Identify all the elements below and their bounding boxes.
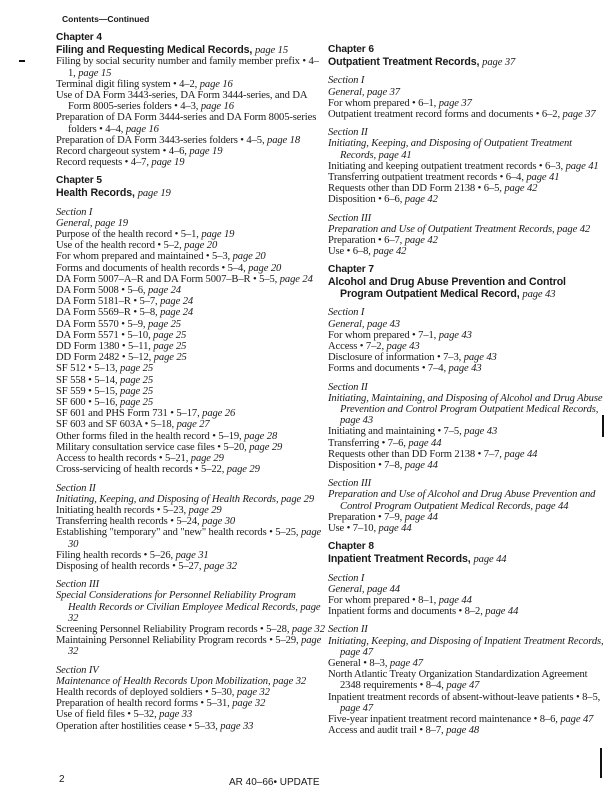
page-ref: page 44 xyxy=(408,437,442,449)
toc-entry xyxy=(56,135,326,146)
page-ref: page 48 xyxy=(446,725,480,737)
toc-entry xyxy=(56,90,326,112)
toc-entry xyxy=(56,363,326,374)
toc-entry-text: SF 558 • 5–14, xyxy=(56,374,118,386)
chapter-heading xyxy=(328,541,606,565)
toc-entry xyxy=(328,352,606,363)
toc-entry-text: Preparation • 6–7, xyxy=(328,234,403,246)
toc-entry-text: SF 512 • 5–13, xyxy=(56,363,118,375)
page-ref: page 25 xyxy=(120,363,154,375)
toc-left-column xyxy=(56,32,326,732)
section-label: Section I xyxy=(56,206,93,218)
toc-entry-text: Five-year inpatient treatment record maintenance • 8–6, xyxy=(328,714,558,726)
page-ref: page 25 xyxy=(153,341,187,353)
section-title-text: General, xyxy=(328,318,365,330)
page-ref: page 24 xyxy=(279,273,313,285)
section-label: Section III xyxy=(328,212,372,224)
page-ref: page 47 xyxy=(446,680,480,692)
page-ref: page 44 xyxy=(404,511,438,523)
chapter-heading xyxy=(328,44,606,68)
toc-entry xyxy=(56,550,326,561)
toc-entry xyxy=(328,692,606,714)
toc-entry xyxy=(56,635,326,657)
page-ref: page 15 xyxy=(255,44,288,56)
section-label: Section II xyxy=(328,127,368,139)
toc-entry-text: DA Form 5181–R • 5–7, xyxy=(56,296,158,308)
page-ref: page 15 xyxy=(78,67,112,79)
toc-entry-text: Screening Personnel Reliability Program records • 5–28, xyxy=(56,623,290,635)
page-ref: page 44 xyxy=(438,595,472,606)
toc-entry xyxy=(56,296,326,307)
page-ref: page 32 xyxy=(291,623,325,635)
toc-entry-text: Record chargeout system • 4–6, xyxy=(56,145,187,157)
page-ref: page 42 xyxy=(557,223,591,235)
section-title-text: General, xyxy=(328,86,365,98)
page-number: 2 xyxy=(59,774,65,785)
toc-entry xyxy=(56,624,326,635)
toc-entry-text: Use of the health record • 5–2, xyxy=(56,240,182,252)
toc-entry-text: Military consultation service case files • 5–20, xyxy=(56,441,247,453)
toc-entry xyxy=(56,442,326,453)
chapter-label: Chapter 6 xyxy=(328,44,374,55)
page-ref: page 31 xyxy=(175,549,209,561)
toc-entry xyxy=(56,112,326,134)
section-title xyxy=(328,393,606,427)
section-title xyxy=(328,636,606,658)
page-ref: page 44 xyxy=(378,523,412,535)
section-title xyxy=(328,584,606,595)
page-ref: page 29 xyxy=(188,504,222,516)
toc-entry-text: DA Form 5571 • 5–10, xyxy=(56,329,151,341)
toc-entry-text: Record requests • 4–7, xyxy=(56,157,149,169)
toc-entry xyxy=(56,709,326,720)
page-ref: page 37 xyxy=(438,97,472,109)
page-ref: page 47 xyxy=(389,658,423,670)
chapter-heading xyxy=(328,264,606,300)
scan-mark xyxy=(19,60,25,62)
page-ref: page 43 xyxy=(366,318,400,330)
toc-entry xyxy=(56,431,326,442)
page-ref: page 44 xyxy=(473,553,507,565)
page-ref: page 19 xyxy=(94,217,128,229)
section-label: Section III xyxy=(56,579,100,591)
section-label: Section II xyxy=(328,381,368,393)
toc-entry xyxy=(328,512,606,523)
toc-entry xyxy=(56,561,326,572)
page-ref: page 44 xyxy=(535,500,569,512)
toc-entry-text: Use of DA Form 3443-series, DA Form 3444-series, and DA Form 8005-series folders • 4–3, xyxy=(56,89,307,113)
toc-entry xyxy=(56,516,326,527)
page-ref: page 24 xyxy=(160,296,194,308)
page-ref: page 44 xyxy=(404,460,438,472)
section-title-text: Maintenance of Health Records Upon Mobilization, xyxy=(56,675,271,687)
page-ref: page 29 xyxy=(226,464,260,476)
toc-entry xyxy=(56,307,326,318)
page-ref: page 43 xyxy=(386,341,420,353)
page-ref: page 19 xyxy=(201,229,235,241)
page-ref: page 43 xyxy=(463,352,497,364)
section-label: Section IV xyxy=(56,664,99,676)
toc-entry xyxy=(56,229,326,240)
toc-entry-text: Transferring health records • 5–24, xyxy=(56,516,200,528)
chapter-label: Chapter 5 xyxy=(56,175,102,187)
toc-right-column xyxy=(328,44,606,736)
toc-entry-text: Cross-servicing of health records • 5–22, xyxy=(56,464,225,476)
page-ref: page 25 xyxy=(120,374,154,386)
chapter-heading xyxy=(56,32,326,56)
toc-entry xyxy=(56,157,326,168)
toc-entry xyxy=(328,658,606,669)
page-ref: page 25 xyxy=(120,385,154,397)
chapter-label: Chapter 7 xyxy=(328,264,374,276)
page-ref: page 29 xyxy=(281,493,314,505)
page-ref: page 37 xyxy=(482,56,516,68)
toc-entry xyxy=(328,363,606,374)
section-label: Section I xyxy=(328,307,365,319)
page-ref: page 32 xyxy=(273,675,307,687)
toc-entry-text: For whom prepared • 6–1, xyxy=(328,97,437,109)
toc-entry-text: Other forms filed in the health record • 5–19, xyxy=(56,430,242,442)
toc-entry xyxy=(328,714,606,725)
chapter-title-text: Alcohol and Drug Abuse Prevention and Control Program Outpatient Medical Record, xyxy=(328,275,566,300)
toc-entry xyxy=(328,725,606,736)
toc-entry-text: Filing by social security number and family member prefix • 4–1, xyxy=(56,56,319,79)
page-ref: page 25 xyxy=(153,329,187,341)
page-ref: page 43 xyxy=(464,426,498,438)
page-ref: page 29 xyxy=(249,441,283,453)
toc-entry-text: Health records of deployed soldiers • 5–30, xyxy=(56,686,235,698)
toc-entry-text: Disposition • 7–8, xyxy=(328,460,403,472)
toc-entry xyxy=(56,687,326,698)
chapter-title-text: Inpatient Treatment Records, xyxy=(328,552,471,565)
toc-entry xyxy=(56,464,326,475)
toc-entry xyxy=(56,698,326,709)
page-ref: page 19 xyxy=(137,187,171,199)
page-ref: page 16 xyxy=(199,78,233,90)
page-ref: page 25 xyxy=(153,352,187,364)
page-ref: page 47 xyxy=(340,646,373,658)
page-ref: page 30 xyxy=(202,516,236,528)
page-ref: page 47 xyxy=(340,702,373,714)
toc-entry xyxy=(56,285,326,296)
toc-entry-text: Preparation of health record forms • 5–31, xyxy=(56,698,230,710)
page-ref: page 24 xyxy=(160,307,194,319)
toc-entry xyxy=(328,595,606,606)
page-ref: page 19 xyxy=(189,145,223,157)
toc-entry xyxy=(56,251,326,262)
toc-entry-text: SF 601 and PHS Form 731 • 5–17, xyxy=(56,408,200,420)
page-ref: page 44 xyxy=(366,583,400,595)
page-ref: page 41 xyxy=(565,160,599,172)
toc-entry-text: Use • 7–10, xyxy=(328,523,376,535)
page-ref: page 20 xyxy=(232,251,266,263)
section-title-text: Initiating, Maintaining, and Disposing of Alcohol and Drug Abuse Prevention and Control Program Outpatient Medical Records, xyxy=(328,392,603,416)
toc-entry xyxy=(56,263,326,274)
toc-entry-text: For whom prepared • 7–1, xyxy=(328,329,437,341)
toc-entry-text: Outpatient treatment record forms and documents • 6–2, xyxy=(328,108,560,120)
toc-entry xyxy=(328,183,606,194)
toc-entry xyxy=(328,523,606,534)
toc-entry-text: Inpatient forms and documents • 8–2, xyxy=(328,606,483,618)
page-ref: page 37 xyxy=(366,86,400,98)
section-title xyxy=(56,590,326,624)
toc-entry xyxy=(56,240,326,251)
section-title-text: Initiating, Keeping, and Disposing of Inpatient Treatment Records, xyxy=(328,635,604,647)
toc-entry-text: Terminal digit filing system • 4–2, xyxy=(56,78,198,90)
page-ref: page 27 xyxy=(176,419,210,431)
chapter-title xyxy=(328,554,606,566)
section-title-text: Preparation and Use of Outpatient Treatment Records, xyxy=(328,223,555,235)
toc-entry xyxy=(56,419,326,430)
toc-entry xyxy=(56,79,326,90)
toc-entry-text: Transferring • 7–6, xyxy=(328,437,406,449)
toc-entry-text: Access • 7–2, xyxy=(328,341,384,353)
page-ref: page 18 xyxy=(267,134,301,146)
toc-entry xyxy=(328,438,606,449)
toc-entry xyxy=(56,505,326,516)
toc-entry xyxy=(56,408,326,419)
section-title-text: Initiating, Keeping, and Disposing of Health Records, xyxy=(56,493,279,505)
scan-mark xyxy=(600,748,602,778)
page-ref: page 20 xyxy=(184,240,218,252)
toc-entry-text: Transferring outpatient treatment records • 6–4, xyxy=(328,171,524,183)
toc-entry xyxy=(328,109,606,120)
page-ref: page 43 xyxy=(340,415,373,427)
toc-entry-text: SF 603 and SF 603A • 5–18, xyxy=(56,419,175,431)
toc-entry-text: Forms and documents • 7–4, xyxy=(328,363,446,375)
section-label: Section II xyxy=(56,482,96,494)
section-label: Section I xyxy=(328,572,365,584)
toc-entry xyxy=(328,194,606,205)
page-ref: page 42 xyxy=(373,246,407,258)
section-title xyxy=(56,494,326,505)
section-title xyxy=(328,489,606,511)
toc-entry-text: SF 600 • 5–16, xyxy=(56,397,118,409)
toc-entry xyxy=(56,721,326,732)
toc-entry xyxy=(328,98,606,109)
toc-entry-text: General • 8–3, xyxy=(328,658,388,670)
toc-entry-text: Maintaining Personnel Reliability Program records • 5–29, xyxy=(56,635,299,647)
toc-entry-text: Use • 6–8, xyxy=(328,246,371,258)
toc-entry xyxy=(328,341,606,352)
page-ref: page 25 xyxy=(147,318,181,330)
page-ref: page 19 xyxy=(151,157,185,169)
toc-entry-text: Preparation • 7–9, xyxy=(328,511,403,523)
toc-entry-text: Establishing "temporary" and "new" health records • 5–25, xyxy=(56,527,299,539)
page-ref: page 42 xyxy=(504,183,538,195)
toc-entry-text: DD Form 2482 • 5–12, xyxy=(56,352,152,364)
toc-entry-text: Initiating and maintaining • 7–5, xyxy=(328,426,462,438)
toc-entry xyxy=(328,460,606,471)
toc-entry-text: Disposition • 6–6, xyxy=(328,194,403,206)
section-label: Section II xyxy=(328,624,368,636)
toc-entry-text: Preparation of DA Form 3443-series folders • 4–5, xyxy=(56,134,265,146)
toc-entry xyxy=(56,146,326,157)
page-ref: page 32 xyxy=(236,686,270,698)
toc-entry-text: SF 559 • 5–15, xyxy=(56,385,118,397)
toc-entry xyxy=(56,56,326,78)
toc-entry-text: Disposing of health records • 5–27, xyxy=(56,560,202,572)
chapter-heading xyxy=(56,175,326,199)
scan-mark xyxy=(602,415,604,437)
contents-header: Contents—Continued xyxy=(62,14,150,24)
chapter-title xyxy=(56,188,326,200)
section-label: Section III xyxy=(328,478,372,490)
toc-entry xyxy=(328,161,606,172)
toc-entry-text: Inpatient treatment records of absent-without-leave patients • 8–5, xyxy=(328,691,601,703)
toc-entry xyxy=(56,527,326,549)
page-ref: page 32 xyxy=(203,560,237,572)
chapter-label: Chapter 4 xyxy=(56,32,102,43)
page-ref: page 26 xyxy=(202,408,236,420)
chapter-title-text: Outpatient Treatment Records, xyxy=(328,55,480,68)
toc-entry-text: Initiating and keeping outpatient treatment records • 6–3, xyxy=(328,160,564,172)
toc-entry-text: Preparation of DA Form 3444-series and DA Form 8005-series folders • 4–4, xyxy=(56,112,317,135)
toc-entry-text: Initiating health records • 5–23, xyxy=(56,504,187,516)
section-title xyxy=(328,87,606,98)
toc-entry-text: Operation after hostilities cease • 5–33, xyxy=(56,720,218,732)
section-title xyxy=(328,138,606,160)
toc-entry xyxy=(328,669,606,691)
document-id: AR 40–66• UPDATE xyxy=(229,777,320,788)
chapter-title-text: Health Records, xyxy=(56,186,135,199)
toc-entry xyxy=(328,606,606,617)
page-ref: page 41 xyxy=(526,171,560,183)
page-ref: page 16 xyxy=(200,101,234,113)
toc-entry-text: North Atlantic Treaty Organization Standardization Agreement 2348 requirements • 8–4, xyxy=(328,669,588,692)
page-ref: page 37 xyxy=(562,108,596,120)
chapter-label: Chapter 8 xyxy=(328,541,374,553)
page-ref: page 44 xyxy=(504,448,538,460)
toc-entry xyxy=(328,246,606,257)
section-title xyxy=(56,218,326,229)
toc-entry xyxy=(56,330,326,341)
page-ref: page 29 xyxy=(190,453,224,465)
page-ref: page 43 xyxy=(448,363,482,375)
toc-entry xyxy=(56,375,326,386)
page-ref: page 32 xyxy=(68,601,321,624)
toc-entry xyxy=(56,319,326,330)
toc-entry xyxy=(56,341,326,352)
toc-entry-text: DA Form 5570 • 5–9, xyxy=(56,318,146,330)
toc-entry-text: Purpose of the health record • 5–1, xyxy=(56,229,199,241)
page-ref: page 24 xyxy=(147,285,181,297)
section-title xyxy=(56,676,326,687)
toc-entry-text: DA Form 5569–R • 5–8, xyxy=(56,307,158,319)
page-ref: page 43 xyxy=(438,329,472,341)
chapter-title-text: Filing and Requesting Medical Records, xyxy=(56,43,253,56)
toc-entry-text: For whom prepared • 8–1, xyxy=(328,595,437,606)
section-title-text: General, xyxy=(56,217,93,229)
page-ref: page 25 xyxy=(120,397,154,409)
section-title-text: Special Considerations for Personnel Reliability Program Health Records or Civilian Employee Medical Records, xyxy=(56,590,298,613)
toc-entry xyxy=(56,397,326,408)
section-title xyxy=(328,224,606,235)
toc-entry xyxy=(328,235,606,246)
page-ref: page 42 xyxy=(404,194,438,206)
page-ref: page 32 xyxy=(232,698,266,710)
toc-entry-text: DA Form 5008 • 5–6, xyxy=(56,285,146,297)
section-title xyxy=(328,319,606,330)
toc-entry xyxy=(328,426,606,437)
toc-entry-text: For whom prepared and maintained • 5–3, xyxy=(56,251,231,263)
page-ref: page 33 xyxy=(220,720,254,732)
toc-entry xyxy=(56,453,326,464)
toc-entry-text: DA Form 5007–A–R and DA Form 5007–B–R • 5–5, xyxy=(56,273,278,285)
toc-entry-text: DD Form 1380 • 5–11, xyxy=(56,341,151,353)
page-ref: page 42 xyxy=(404,234,438,246)
toc-entry-text: Filing health records • 5–26, xyxy=(56,549,174,561)
page-ref: page 16 xyxy=(125,123,159,135)
toc-entry xyxy=(56,274,326,285)
section-label: Section I xyxy=(328,75,365,87)
page-ref: page 43 xyxy=(522,288,556,300)
toc-entry-text: Forms and documents of health records • 5–4, xyxy=(56,262,246,274)
toc-entry-text: Requests other than DD Form 2138 • 7–7, xyxy=(328,448,502,460)
toc-entry-text: Requests other than DD Form 2138 • 6–5, xyxy=(328,183,502,195)
chapter-title xyxy=(328,57,606,69)
page-ref: page 30 xyxy=(68,527,322,550)
chapter-title xyxy=(328,277,606,301)
page-ref: page 44 xyxy=(485,606,519,618)
section-title-text: Preparation and Use of Alcohol and Drug Abuse Prevention and Control Program Outpatient Medical Records, xyxy=(328,489,596,512)
page-ref: page 33 xyxy=(159,709,193,721)
page-ref: page 41 xyxy=(378,149,412,161)
toc-entry-text: Access and audit trail • 8–7, xyxy=(328,725,444,737)
toc-entry-text: Access to health records • 5–21, xyxy=(56,453,189,465)
chapter-title xyxy=(56,45,326,57)
page-ref: page 47 xyxy=(560,714,594,726)
toc-entry xyxy=(56,386,326,397)
toc-entry-text: Disclosure of information • 7–3, xyxy=(328,352,462,364)
toc-entry xyxy=(328,449,606,460)
toc-entry xyxy=(328,330,606,341)
page-ref: page 32 xyxy=(68,635,322,658)
section-title-text: Initiating, Keeping, and Disposing of Outpatient Treatment Records, xyxy=(328,138,572,161)
page-ref: page 28 xyxy=(244,430,278,442)
toc-entry xyxy=(56,352,326,363)
section-title-text: General, xyxy=(328,583,365,595)
page-ref: page 20 xyxy=(248,262,282,274)
toc-entry-text: Use of field files • 5–32, xyxy=(56,709,157,721)
toc-entry xyxy=(328,172,606,183)
